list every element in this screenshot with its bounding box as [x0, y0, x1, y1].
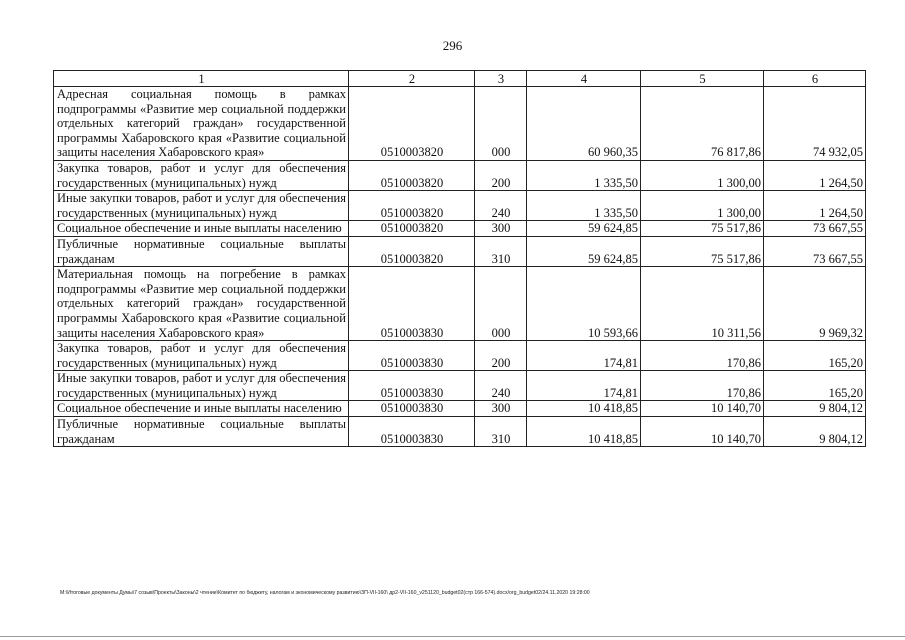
amount-year2-cell: 75 517,86 — [641, 221, 764, 237]
amount-year1-cell: 59 624,85 — [527, 221, 641, 237]
amount-year2-cell: 10 140,70 — [641, 401, 764, 417]
amount-year2-cell: 170,86 — [641, 371, 764, 401]
expense-type-cell: 000 — [475, 267, 527, 341]
amount-year2-cell: 170,86 — [641, 341, 764, 371]
amount-year1-cell: 1 335,50 — [527, 160, 641, 190]
amount-year1-cell: 60 960,35 — [527, 87, 641, 161]
expense-type-cell: 300 — [475, 221, 527, 237]
header-cell: 3 — [475, 71, 527, 87]
amount-year1-cell: 59 624,85 — [527, 236, 641, 266]
description-cell: Иные закупки товаров, работ и услуг для обеспечения государственных (муниципальных) нужд — [54, 371, 349, 401]
amount-year1-cell: 174,81 — [527, 341, 641, 371]
amount-year1-cell: 10 593,66 — [527, 267, 641, 341]
description-cell: Закупка товаров, работ и услуг для обеспечения государственных (муниципальных) нужд — [54, 160, 349, 190]
amount-year3-cell: 73 667,55 — [764, 236, 866, 266]
description-cell: Закупка товаров, работ и услуг для обеспечения государственных (муниципальных) нужд — [54, 341, 349, 371]
header-cell: 6 — [764, 71, 866, 87]
table-row — [54, 191, 866, 221]
amount-year3-cell: 9 969,32 — [764, 267, 866, 341]
target-article-cell: 0510003830 — [349, 417, 475, 447]
expense-type-cell: 310 — [475, 236, 527, 266]
table-row — [54, 87, 866, 161]
table-row — [54, 221, 866, 237]
amount-year2-cell: 1 300,00 — [641, 191, 764, 221]
amount-year2-cell: 10 140,70 — [641, 417, 764, 447]
table-row — [54, 267, 866, 341]
expense-type-cell: 200 — [475, 341, 527, 371]
header-cell: 5 — [641, 71, 764, 87]
amount-year2-cell: 10 311,56 — [641, 267, 764, 341]
description-cell: Адресная социальная помощь в рамках подпрограммы «Развитие мер социальной поддержки отдельных категорий граждан» государственной программы Хабаровского края «Развитие социальной защиты населения Хабаровского края» — [54, 87, 349, 161]
amount-year3-cell: 74 932,05 — [764, 87, 866, 161]
target-article-cell: 0510003820 — [349, 191, 475, 221]
table-row — [54, 417, 866, 447]
target-article-cell: 0510003820 — [349, 236, 475, 266]
amount-year1-cell: 174,81 — [527, 371, 641, 401]
target-article-cell: 0510003820 — [349, 160, 475, 190]
amount-year2-cell: 75 517,86 — [641, 236, 764, 266]
expense-type-cell: 000 — [475, 87, 527, 161]
amount-year3-cell: 165,20 — [764, 371, 866, 401]
page-bottom-divider — [0, 636, 905, 637]
target-article-cell: 0510003820 — [349, 87, 475, 161]
expense-type-cell: 240 — [475, 371, 527, 401]
header-cell: 4 — [527, 71, 641, 87]
expense-type-cell: 300 — [475, 401, 527, 417]
amount-year2-cell: 1 300,00 — [641, 160, 764, 190]
amount-year1-cell: 1 335,50 — [527, 191, 641, 221]
table-row — [54, 371, 866, 401]
target-article-cell: 0510003820 — [349, 221, 475, 237]
description-cell: Социальное обеспечение и иные выплаты населению — [54, 221, 349, 237]
description-cell: Публичные нормативные социальные выплаты гражданам — [54, 236, 349, 266]
description-cell: Иные закупки товаров, работ и услуг для обеспечения государственных (муниципальных) нужд — [54, 191, 349, 221]
target-article-cell: 0510003830 — [349, 371, 475, 401]
expense-type-cell: 240 — [475, 191, 527, 221]
document-path-footer: М:\Итоговые документы Думы\7 созыв\Проекты\Законы\2 чтение\Комитет по бюджету, налогам и экономическому развитию\ЗП-VII-160\ др2-VII-160_v251120_budget02(стр 166-574).docx/org_budget02/24.11.2020 19:28:00 — [60, 590, 590, 596]
table-row — [54, 236, 866, 266]
expense-type-cell: 200 — [475, 160, 527, 190]
description-cell: Публичные нормативные социальные выплаты гражданам — [54, 417, 349, 447]
table-header-row — [54, 71, 866, 87]
target-article-cell: 0510003830 — [349, 401, 475, 417]
amount-year2-cell: 76 817,86 — [641, 87, 764, 161]
description-cell: Материальная помощь на погребение в рамках подпрограммы «Развитие мер социальной поддержки отдельных категорий граждан» государственной программы Хабаровского края «Развитие социальной защиты населения Хабаровского края» — [54, 267, 349, 341]
page-number: 296 — [442, 38, 463, 53]
amount-year3-cell: 9 804,12 — [764, 417, 866, 447]
header-cell: 2 — [349, 71, 475, 87]
table-row — [54, 401, 866, 417]
description-cell: Социальное обеспечение и иные выплаты населению — [54, 401, 349, 417]
budget-table — [53, 70, 866, 447]
target-article-cell: 0510003830 — [349, 341, 475, 371]
amount-year3-cell: 9 804,12 — [764, 401, 866, 417]
amount-year3-cell: 1 264,50 — [764, 191, 866, 221]
amount-year1-cell: 10 418,85 — [527, 417, 641, 447]
header-cell: 1 — [54, 71, 349, 87]
table-row — [54, 160, 866, 190]
amount-year3-cell: 1 264,50 — [764, 160, 866, 190]
table-row — [54, 341, 866, 371]
target-article-cell: 0510003830 — [349, 267, 475, 341]
amount-year3-cell: 165,20 — [764, 341, 866, 371]
expense-type-cell: 310 — [475, 417, 527, 447]
amount-year3-cell: 73 667,55 — [764, 221, 866, 237]
amount-year1-cell: 10 418,85 — [527, 401, 641, 417]
